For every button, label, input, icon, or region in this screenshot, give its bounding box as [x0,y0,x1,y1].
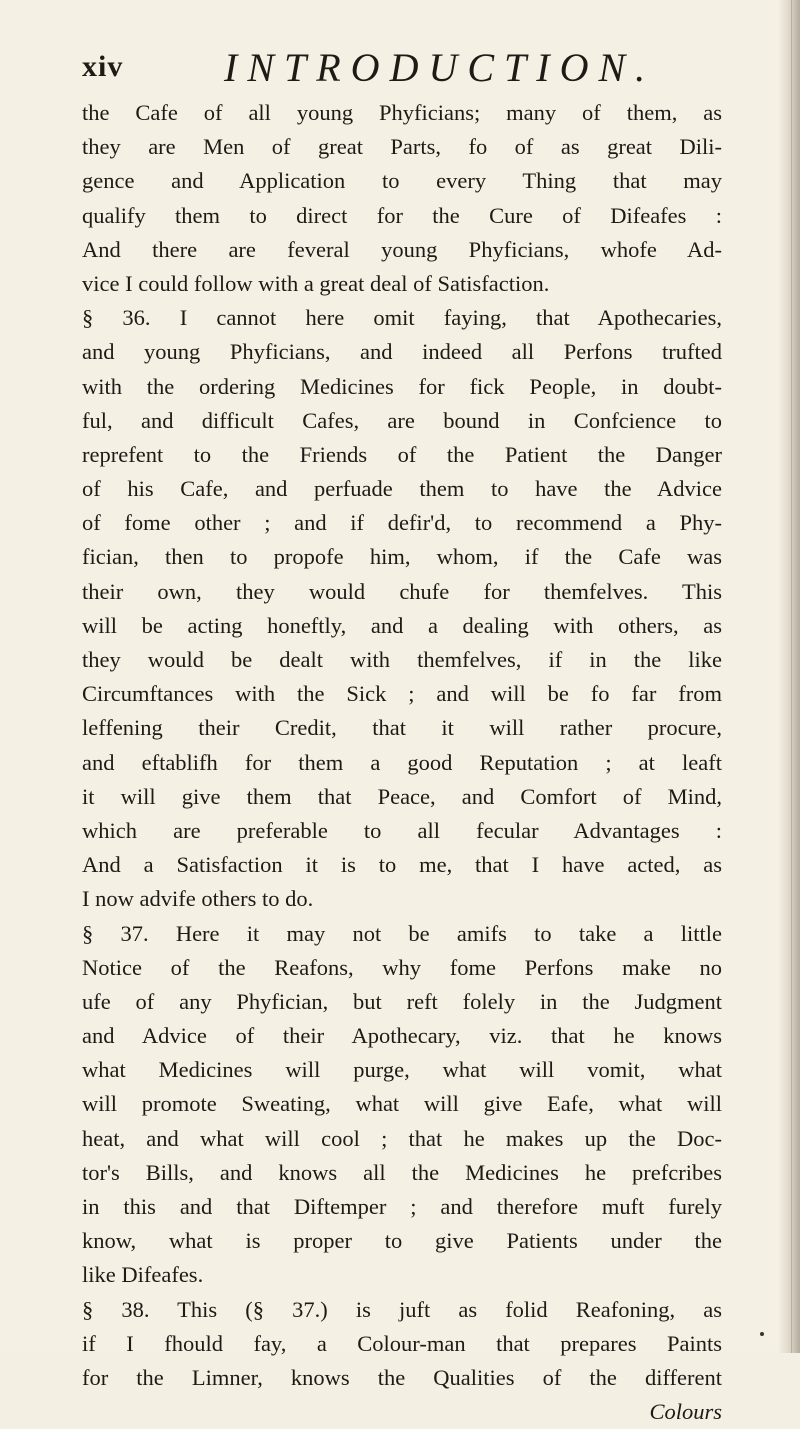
text-line: will promote Sweating, what will give Eafe, what will [82,1091,722,1117]
page-edge-shadow [778,0,800,1353]
text-line: fician, then to propofe him, whom, if the Cafe was [82,544,722,570]
text-line: what Medicines will purge, what will vomit, what [82,1057,722,1083]
text-line: And a Satisfaction it is to me, that I have acted, as [82,852,722,878]
text-line: it will give them that Peace, and Comfort of Mind, [82,783,722,809]
text-line: which are preferable to all fecular Advantages : [82,817,722,843]
text-line: will be acting honeftly, and a dealing with others, as [82,612,722,638]
body-text [82,96,722,1429]
text-line: § 37. Here it may not be amifs to take a little [82,920,722,946]
text-line: qualify them to direct for the Cure of Difeafes : [82,202,722,228]
text-line: and young Phyficians, and indeed all Perfons trufted [82,339,722,365]
text-line: like Difeafes. [82,1262,204,1288]
text-line: And there are feveral young Phyficians, whofe Ad- [82,236,722,262]
text-line: ful, and difficult Cafes, are bound in Confcience to [82,407,722,433]
text-line: in this and that Diftemper ; and therefore muft furely [82,1194,722,1219]
text-line: of his Cafe, and perfuade them to have the Advice [82,476,722,502]
text-line: if I fhould fay, a Colour-man that prepares Paints [82,1330,722,1356]
text-line: and Advice of their Apothecary, viz. that he knows [82,1023,722,1049]
text-line: gence and Application to every Thing that may [82,168,722,194]
text-line: and eftablifh for them a good Reputation ; at leaft [82,749,722,775]
text-line: of fome other ; and if defir'd, to recommend a Phy- [82,510,722,536]
text-line: § 36. I cannot here omit faying, that Apothecaries, [82,305,722,331]
page-header [82,44,722,94]
text-line: heat, and what will cool ; that he makes up the Doc- [82,1125,722,1151]
text-line: know, what is proper to give Patients under the [82,1228,722,1254]
paper-fleck [760,1332,764,1336]
text-line: with the ordering Medicines for fick People, in doubt- [82,373,722,399]
catchword: Colours [649,1399,722,1425]
text-line: their own, they would chufe for themfelves. This [82,578,722,604]
page-edge-line [791,0,792,1353]
text-line: reprefent to the Friends of the Patient the Danger [82,441,722,467]
text-line: the Cafe of all young Phyficians; many of them, as [82,100,722,125]
text-line: leffening their Credit, that it will rather procure, [82,715,722,741]
text-line: ufe of any Phyfician, but reft folely in the Judgment [82,988,722,1014]
text-line: they would be dealt with themfelves, if in the like [82,647,722,672]
text-line: vice I could follow with a great deal of Satisfaction. [82,270,550,296]
text-line: for the Limner, knows the Qualities of the different [82,1364,722,1390]
text-line: Circumftances with the Sick ; and will be fo far from [82,681,722,707]
text-line: I now advife others to do. [82,886,314,912]
text-line: Notice of the Reafons, why fome Perfons make no [82,954,722,980]
running-head: INTRODUCTION. [224,45,656,90]
text-line: tor's Bills, and knows all the Medicines he prefcribes [82,1159,722,1185]
text-line: § 38. This (§ 37.) is juft as folid Reafoning, as [82,1296,722,1322]
text-line: they are Men of great Parts, fo of as great Dili- [82,134,722,160]
page-number: xiv [82,50,124,83]
